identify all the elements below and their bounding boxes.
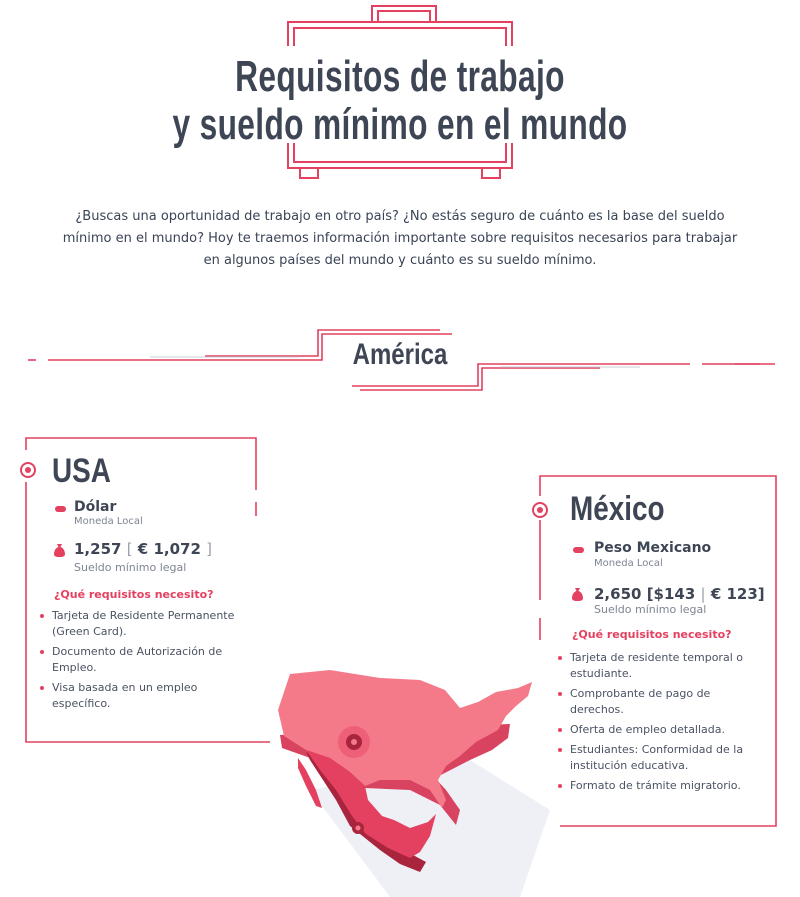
north-america-map [270, 640, 590, 897]
requirement-text: Tarjeta de Residente Permanente (Green Card). [52, 609, 235, 638]
usa-country-name: USA [52, 452, 111, 490]
banknote-icon [55, 506, 66, 512]
usa-requirements-heading: ¿Qué requisitos necesito? [54, 588, 214, 601]
requirement-text: Oferta de empleo detallada. [570, 723, 726, 736]
requirement-text: Visa basada en un empleo específico. [52, 681, 198, 710]
usa-map-pin-center [351, 739, 357, 745]
requirement-text: Comprobante de pago de derechos. [570, 687, 711, 716]
mexico-currency: Peso Mexicano [594, 540, 712, 556]
usa-wage-amount: 1,257 [74, 540, 122, 558]
requirement-text: Documento de Autorización de Empleo. [52, 645, 223, 674]
mexico-wage-label: Sueldo mínimo legal [594, 603, 707, 616]
requirement-text: Estudiantes: Conformidad de la institución educativa. [570, 743, 744, 772]
mexico-location-marker [532, 502, 548, 518]
usa-currency-label: Moneda Local [74, 516, 143, 527]
mexico-wage-usd: [$143 [646, 585, 696, 603]
page-title-line-1: Requisitos de trabajo [235, 52, 565, 101]
bullet-dot [40, 686, 44, 690]
banknote-icon [573, 547, 584, 553]
usa-location-marker [20, 462, 36, 478]
mexico-wage [594, 585, 765, 603]
intro-paragraph: ¿Buscas una oportunidad de trabajo en otro país? ¿No estás seguro de cuánto es la base del sueldo mínimo en el mundo? Hoy te traemos información importante sobre requisitos necesarios para trabajar en algunos países del mundo y cuánto es su sueldo mínimo. [62, 209, 738, 268]
list-item [38, 644, 248, 676]
requirement-text: Formato de trámite migratorio. [570, 779, 741, 792]
usa-wage [74, 540, 212, 558]
usa-currency: Dólar [74, 499, 117, 515]
money-bag-icon [54, 544, 65, 557]
bullet-dot [40, 614, 44, 618]
mexico-wage-eur: € 123] [710, 585, 765, 603]
money-bag-icon [572, 588, 583, 601]
mexico-wage-separator: | [700, 585, 706, 603]
section-title: América [352, 338, 448, 371]
page-title-line-2: y sueldo mínimo en el mundo [172, 100, 628, 149]
bullet-dot [40, 650, 44, 654]
usa-requirements-list [38, 608, 248, 716]
list-item [38, 680, 248, 712]
mexico-requirements-heading: ¿Qué requisitos necesito? [572, 628, 732, 641]
usa-wage-label: Sueldo mínimo legal [74, 561, 187, 574]
mexico-wage-amount: 2,650 [594, 585, 642, 603]
requirement-text: Tarjeta de residente temporal o estudiante. [570, 651, 743, 680]
usa-wage-bracket-close: ] [206, 540, 212, 558]
mexico-country-name: México [570, 490, 665, 528]
usa-wage-bracket-open: [ [126, 540, 133, 558]
mexico-map-pin-center [356, 826, 361, 831]
mexico-currency-label: Moneda Local [594, 558, 663, 569]
usa-wage-eur: € 1,072 [137, 540, 201, 558]
list-item [38, 608, 248, 640]
